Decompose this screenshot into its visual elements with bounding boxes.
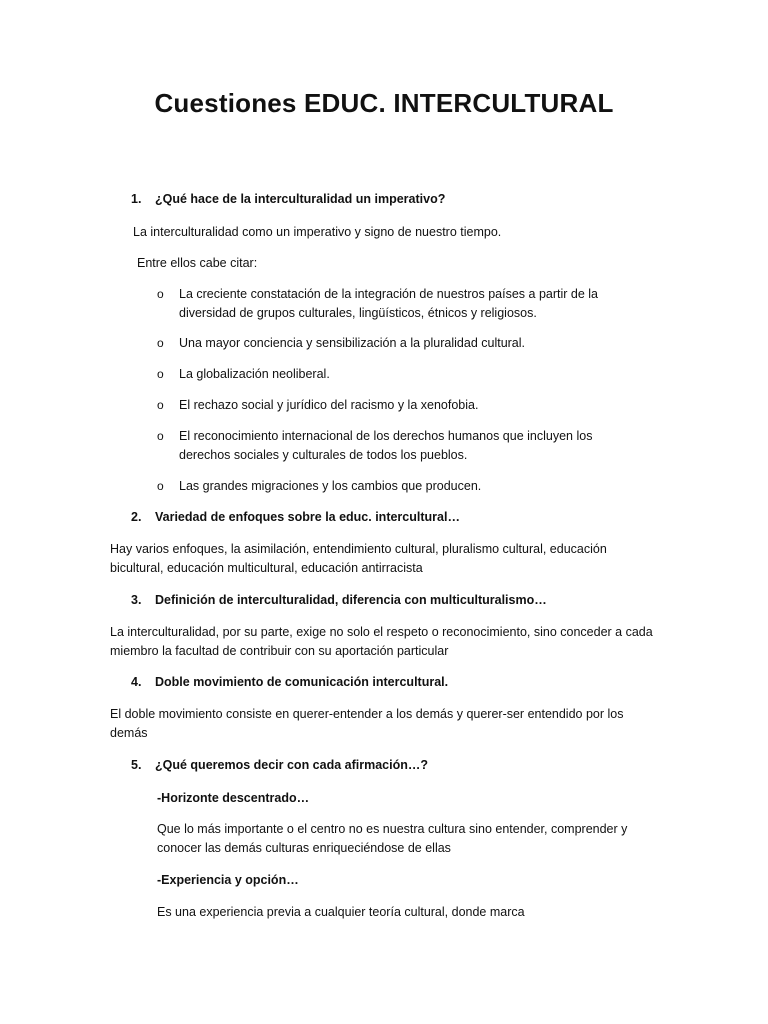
question-5: ¿Qué queremos decir con cada afirmación…? — [155, 758, 428, 772]
bullet-marker: o — [157, 287, 164, 301]
bullet-marker: o — [157, 398, 164, 412]
answer-3: La interculturalidad, por su parte, exige no solo el respeto o reconocimiento, sino conceder a cada miembro la facultad de contribuir con su aportación particular — [110, 625, 653, 658]
question-number-4: 4. — [131, 675, 142, 689]
subheading-horizonte: -Horizonte descentrado… — [157, 791, 310, 805]
question-number-3: 3. — [131, 593, 142, 607]
bullet-marker: o — [157, 429, 164, 443]
list-item: Una mayor conciencia y sensibilización a la pluralidad cultural. — [179, 336, 526, 350]
question-2: Variedad de enfoques sobre la educ. intercultural… — [155, 510, 460, 524]
document-title: Cuestiones EDUC. INTERCULTURAL — [154, 88, 614, 118]
answer-5-experiencia: Es una experiencia previa a cualquier teoría cultural, donde marca — [157, 905, 525, 919]
answer-2: Hay varios enfoques, la asimilación, entendimiento cultural, pluralismo cultural, educación bicultural, educación multicultural, educación antirracista — [110, 542, 607, 575]
bullet-marker: o — [157, 479, 164, 493]
answer-4: El doble movimiento consiste en querer-entender a los demás y querer-ser entendido por los demás — [110, 707, 624, 740]
answer-1-intro: Entre ellos cabe citar: — [137, 256, 258, 270]
question-1: ¿Qué hace de la interculturalidad un imperativo? — [155, 192, 446, 206]
question-3: Definición de interculturalidad, diferencia con multiculturalismo… — [155, 593, 547, 607]
list-item: El reconocimiento internacional de los derechos humanos que incluyen los derechos sociales y culturales de todos los pueblos. — [179, 429, 593, 462]
bullet-marker: o — [157, 367, 164, 381]
question-number-2: 2. — [131, 510, 142, 524]
answer-5-horizonte: Que lo más importante o el centro no es nuestra cultura sino entender, comprender y conocer las demás culturas enriqueciéndose de ellas — [157, 822, 628, 855]
list-item: La creciente constatación de la integración de nuestros países a partir de la diversidad de grupos culturales, lingüísticos, étnicos y religiosos. — [179, 287, 599, 320]
list-item: La globalización neoliberal. — [179, 367, 330, 381]
list-item: Las grandes migraciones y los cambios que producen. — [179, 479, 482, 493]
list-item: El rechazo social y jurídico del racismo y la xenofobia. — [179, 398, 479, 412]
question-4: Doble movimiento de comunicación intercultural. — [155, 675, 449, 689]
subheading-experiencia: -Experiencia y opción… — [157, 873, 299, 887]
answer-1: La interculturalidad como un imperativo y signo de nuestro tiempo. — [133, 225, 502, 239]
question-number-1: 1. — [131, 192, 142, 206]
question-number-5: 5. — [131, 758, 142, 772]
bullet-marker: o — [157, 336, 164, 350]
